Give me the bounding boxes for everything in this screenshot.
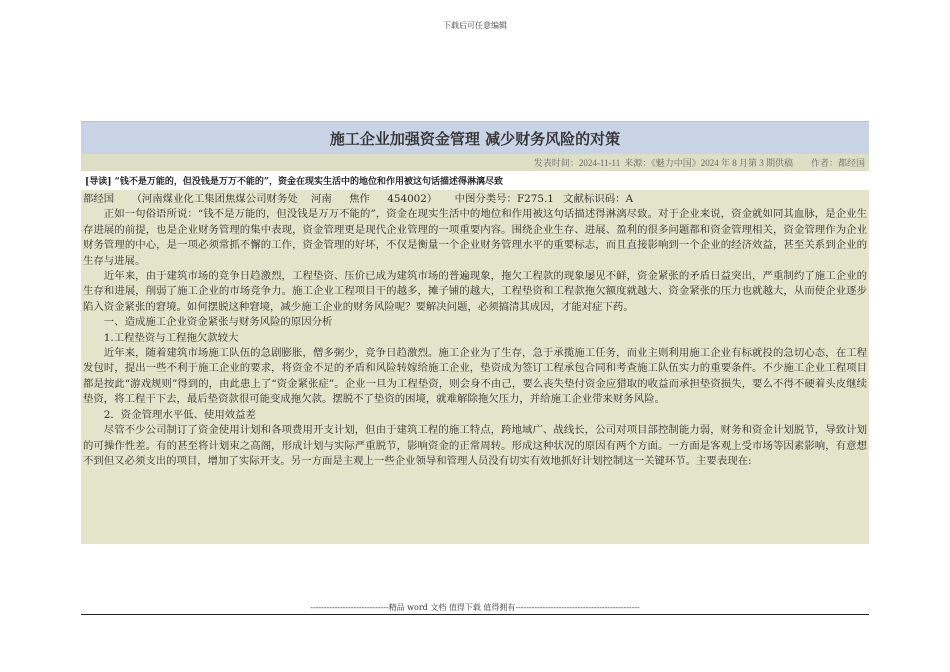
section-heading: 一、造成施工企业资金紧张与财务风险的原因分析 <box>103 316 333 329</box>
author-postcode: 454002） <box>387 193 438 205</box>
footer-note: -----------------------------精品 word 文档 值得下载 值得拥有---------------------------------------------- <box>310 603 640 612</box>
article-title: 施工企业加强资金管理 减少财务风险的对策 <box>81 121 869 154</box>
doc-code: 文献标识码：A <box>563 193 634 205</box>
subsection-paragraph-2: 尽管不少公司制订了资金使用计划和各项费用开支计划，但由于建筑工程的施工特点，跨地域广、战线长，公司对项目部控制能力弱，财务和资金计划脱节，导致计划的可操作性差。有的甚至将计划束之高阁，形成计划与实际严重脱节，影响资金的正常周转。形成这种状况的原因有两个方面。一方面是客观上受市场等因素影响，有意想不到但又必须支出的项目，增加了实际开支。另一方面是主观上一些企业领导和管理人员没有切实有效地抓好计划控制这一关键环节。主要表现在: <box>83 424 867 467</box>
footer-rule <box>81 614 869 615</box>
author-city: 焦作 <box>349 193 370 205</box>
author-line <box>83 192 867 207</box>
subsection-heading-2: 2．资金管理水平低、使用效益差 <box>103 408 256 421</box>
article-lead: [导读] “钱不是万能的，但没钱是万万不能的”，资金在现实生活中的地位和作用被这句话描述得淋漓尽致 <box>81 171 869 190</box>
article-body <box>81 190 869 544</box>
author-name: 都经国 <box>83 193 115 205</box>
clc-number: 中图分类号：F275.1 <box>454 193 554 205</box>
header-note: 下载后可任意编辑 <box>443 21 507 30</box>
meta-author: 作者：都经国 <box>810 158 865 168</box>
meta-published: 发表时间：2024-11-11 <box>533 158 621 168</box>
paragraph-context: 近年来，由于建筑市场的竞争日趋激烈，工程垫资、压价已成为建筑市场的普遍现象，拖欠工程款的现象屡见不鲜，资金紧张的矛盾日益突出，严重制约了施工企业的生存和进展，削弱了施工企业的市场竞争力。施工企业工程项目干的越多，摊子铺的越大，工程垫资和工程款拖欠额度就越大、资金紧张的压力也就越大，从而使企业逐步陷入资金紧张的窘境。如何摆脱这种窘境，减少施工企业的财务风险呢？要解决问题，必须搞清其成因，才能对症下药。 <box>83 270 867 313</box>
meta-source: 来源：《魅力中国》2024 年 8 月第 3 期供稿 <box>624 158 793 168</box>
author-province: 河南 <box>311 193 332 205</box>
article <box>81 121 869 544</box>
author-affiliation: （河南煤业化工集团焦煤公司财务处 <box>131 193 298 205</box>
paragraph-intro: 正如一句俗语所说：“钱不是万能的，但没钱是万万不能的”，资金在现实生活中的地位和作用被这句话描述得淋漓尽致。对于企业来说，资金就如同其血脉，是企业生存进展的前提，也是企业财务管理的集中表现，资金管理更是现代企业管理的一项重要内容。围绕企业生存、进展、盈利的很多问题都和资金管理相关，资金管理作为企业财务管理的中心，是一项必须常抓不懈的工作，资金管理的好坏，不仅是衡量一个企业财务管理水平的重要标志，而且直接影响到一个企业的经济效益，甚至关系到企业的生存与进展。 <box>83 208 867 267</box>
article-meta <box>81 154 869 171</box>
subsection-heading-1: 1.工程垫资与工程拖欠款较大 <box>103 331 239 344</box>
subsection-paragraph-1: 近年来，随着建筑市场施工队伍的急剧膨胀，僧多粥少，竞争日趋激烈。施工企业为了生存，急于承揽施工任务，而业主则利用施工企业有标就投的急切心态，在工程发包时，提出一些不利于施工企业的要求，将资金不足的矛盾和风险转嫁给施工企业，垫资成为签订工程承包合同和考查施工队伍实力的重要条件。不少施工企业工程项目都是按此“游戏规则”得到的，由此患上了“资金紧张症”。企业一旦为工程垫资，则会身不由己，要么丧失垫付资金应猎取的收益而承担垫资损失，要么不得不硬着头皮继续垫资，将工程干下去，最后垫资款很可能变成拖欠款。摆脱不了垫资的困境，就难解除拖欠压力，并给施工企业带来财务风险。 <box>83 347 867 406</box>
